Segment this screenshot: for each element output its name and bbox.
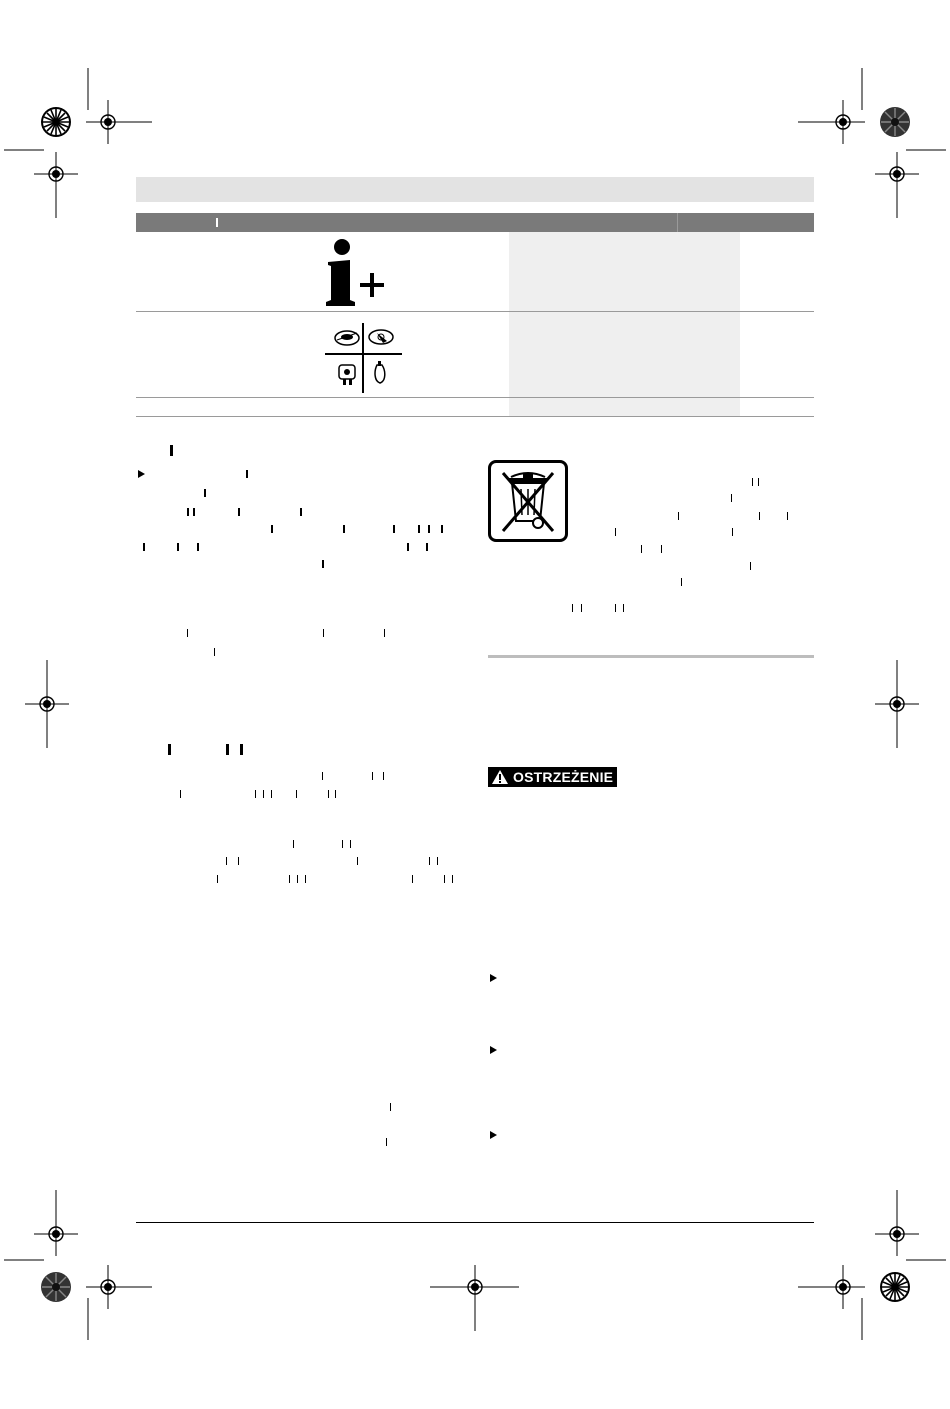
section-heading-marker: [240, 744, 243, 755]
text-fragment: [328, 790, 329, 798]
text-fragment: [246, 470, 248, 478]
table-header-divider: [677, 213, 678, 232]
text-fragment: [263, 790, 264, 798]
text-fragment: [661, 545, 662, 553]
text-fragment: [143, 543, 145, 551]
text-fragment: [441, 525, 443, 533]
warning-label: OSTRZEŻENIE: [513, 769, 614, 785]
text-fragment: [437, 857, 438, 865]
text-fragment: [390, 1103, 391, 1111]
text-fragment: [444, 875, 445, 883]
text-fragment: [681, 578, 682, 586]
text-fragment: [623, 604, 624, 612]
text-fragment: [217, 875, 218, 883]
table-row-rule: [136, 311, 814, 312]
section-divider: [488, 655, 814, 658]
warning-triangle-icon: [492, 770, 508, 784]
weee-disposal-box: [488, 460, 568, 542]
text-fragment: [255, 790, 256, 798]
text-fragment: [750, 562, 751, 570]
text-fragment: [452, 875, 453, 883]
text-fragment: [350, 840, 351, 848]
text-fragment: [572, 604, 573, 612]
text-fragment: [407, 543, 409, 551]
text-fragment: [297, 875, 298, 883]
text-fragment: [386, 1138, 387, 1146]
text-fragment: [732, 528, 733, 536]
text-fragment: [418, 525, 420, 533]
text-fragment: [641, 545, 642, 553]
text-fragment: [731, 494, 732, 502]
bullet-arrow: [490, 974, 497, 982]
table-header-marker: [216, 218, 218, 227]
text-fragment: [289, 875, 290, 883]
page-header-bar: [136, 177, 814, 202]
text-fragment: [429, 857, 430, 865]
text-fragment: [238, 508, 240, 516]
warning-badge: [488, 767, 617, 787]
text-fragment: [342, 840, 343, 848]
text-fragment: [357, 857, 358, 865]
text-fragment: [678, 512, 679, 520]
text-fragment: [305, 875, 306, 883]
table-bottom-rule: [136, 416, 814, 417]
text-fragment: [335, 790, 336, 798]
text-fragment: [426, 543, 428, 551]
table-row-rule: [136, 397, 814, 398]
text-fragment: [393, 525, 395, 533]
text-fragment: [322, 772, 323, 780]
text-fragment: [323, 629, 324, 637]
section-heading-marker: [170, 445, 173, 456]
info-plus-icon: [322, 238, 392, 310]
text-fragment: [758, 478, 759, 486]
text-fragment: [372, 772, 373, 780]
bullet-arrow: [490, 1046, 497, 1054]
text-fragment: [383, 772, 384, 780]
text-fragment: [752, 478, 753, 486]
text-fragment: [343, 525, 345, 533]
text-fragment: [238, 857, 239, 865]
text-fragment: [293, 840, 294, 848]
text-fragment: [193, 508, 195, 516]
text-fragment: [428, 525, 430, 533]
bullet-arrow: [138, 470, 145, 478]
text-fragment: [177, 543, 179, 551]
accessory-symbols-icon: [325, 323, 403, 395]
text-fragment: [300, 508, 302, 516]
text-fragment: [197, 543, 199, 551]
text-fragment: [322, 560, 324, 568]
text-fragment: [296, 790, 297, 798]
text-fragment: [187, 508, 189, 516]
text-fragment: [759, 512, 760, 520]
text-fragment: [615, 528, 616, 536]
table-shaded-column: [509, 232, 740, 417]
text-fragment: [412, 875, 413, 883]
text-fragment: [187, 629, 188, 637]
text-fragment: [787, 512, 788, 520]
text-fragment: [384, 629, 385, 637]
text-fragment: [226, 857, 227, 865]
bullet-arrow: [490, 1131, 497, 1139]
table-header-row: [136, 213, 814, 232]
text-fragment: [180, 790, 181, 798]
section-heading-marker: [168, 744, 171, 755]
footer-rule: [136, 1222, 814, 1223]
text-fragment: [204, 489, 206, 497]
text-fragment: [271, 525, 273, 533]
text-fragment: [271, 790, 272, 798]
text-fragment: [581, 604, 582, 612]
crossed-out-wheelie-bin-icon: [491, 463, 565, 539]
section-heading-marker: [226, 744, 229, 755]
text-fragment: [615, 604, 616, 612]
text-fragment: [214, 648, 215, 656]
